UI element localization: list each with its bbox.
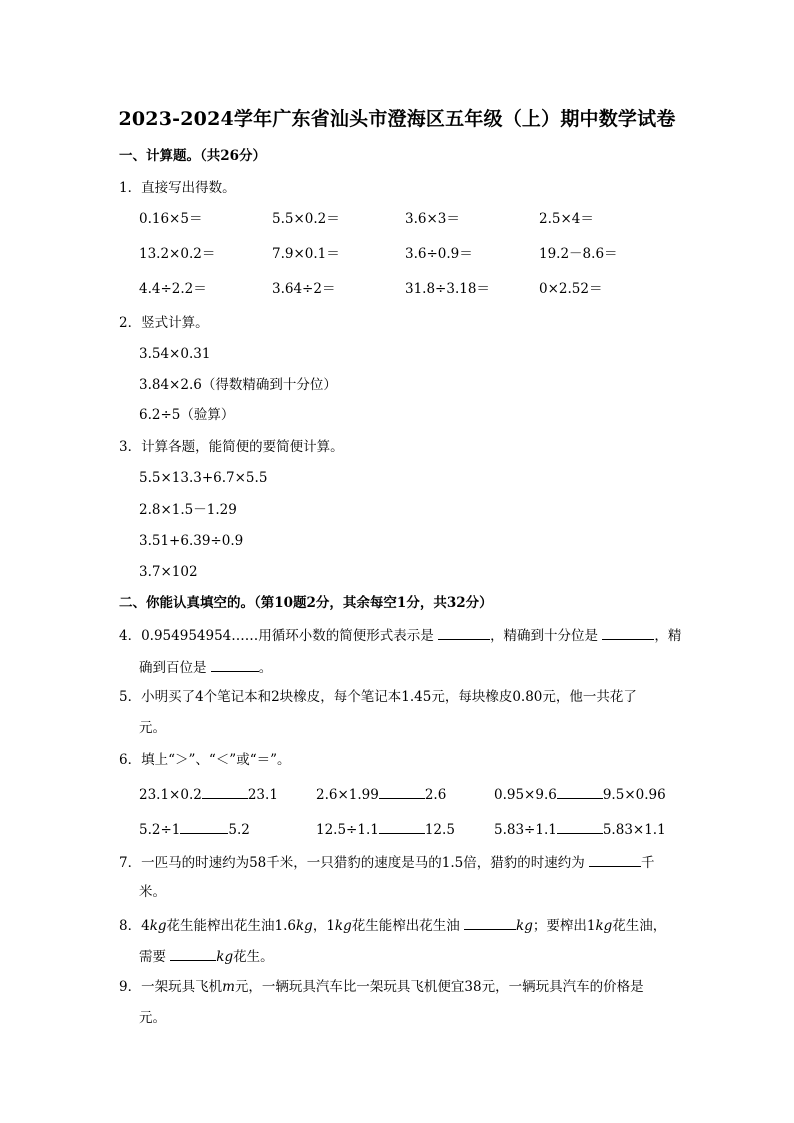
q4-blank-2[interactable] xyxy=(602,625,654,640)
q6-compare xyxy=(139,819,250,839)
q6-blank[interactable] xyxy=(180,819,228,834)
q6-compare xyxy=(316,819,455,839)
q8-unit: kg xyxy=(595,918,613,934)
q8-text: ，1 xyxy=(312,918,335,934)
q6-right: 23.1 xyxy=(247,787,278,803)
q1-item: 19.2－8.6＝ xyxy=(539,246,618,262)
q9-text: 元，一辆玩具汽车比一架玩具飞机便宜38元，一辆玩具汽车的价格是 xyxy=(234,979,644,995)
q8-blank-2[interactable] xyxy=(170,946,216,961)
q6-left: 2.6×1.99 xyxy=(316,787,379,803)
q8-text: 8．4 xyxy=(119,918,150,934)
q1-item: 0.16×5＝ xyxy=(139,211,203,227)
section-2-heading: 二、你能认真填空的。（第10题2分，其余每空1分，共32分） xyxy=(119,595,493,611)
q6-compare xyxy=(139,784,278,804)
q7-blank[interactable] xyxy=(589,852,641,867)
q6-right: 5.83×1.1 xyxy=(602,822,666,838)
q8-text: 花生能榨出花生油1.6 xyxy=(166,918,296,934)
q6-left: 23.1×0.2 xyxy=(139,787,202,803)
q8-unit: kg xyxy=(516,918,533,934)
q4-text: 确到百位是 xyxy=(139,660,211,676)
q1-item: 31.8÷3.18＝ xyxy=(405,281,490,297)
q6-label: 6．填上“＞”、“＜”或“＝”。 xyxy=(119,752,291,768)
q1-item: 3.6×3＝ xyxy=(405,211,460,227)
q2-item: 3.54×0.31 xyxy=(139,346,211,362)
q8-unit: kg xyxy=(216,949,234,965)
q9-variable: m xyxy=(222,979,235,995)
q6-right: 9.5×0.96 xyxy=(602,787,666,803)
q6-left: 0.95×9.6 xyxy=(494,787,557,803)
q6-compare xyxy=(494,819,666,839)
section-1-heading: 一、计算题。（共26分） xyxy=(119,148,267,164)
q2-item: 3.84×2.6（得数精确到十分位） xyxy=(139,377,337,393)
q3-item: 3.7×102 xyxy=(139,564,198,580)
q4-text: 。 xyxy=(258,660,273,676)
q6-compare xyxy=(316,784,446,804)
exam-title: 2023-2024学年广东省汕头市澄海区五年级（上）期中数学试卷 xyxy=(118,108,676,130)
q1-item: 0×2.52＝ xyxy=(539,281,603,297)
q1-item: 7.9×0.1＝ xyxy=(272,246,340,262)
q8-line-1 xyxy=(119,915,666,935)
q4-text: ，精确到十分位是 xyxy=(490,628,603,644)
q4-text: 4．0.954954954……用循环小数的简便形式表示是 xyxy=(119,628,439,644)
q6-right: 2.6 xyxy=(424,787,447,803)
q8-text: 花生。 xyxy=(233,949,274,965)
q6-blank[interactable] xyxy=(557,784,603,799)
q6-left: 5.2÷1 xyxy=(139,822,181,838)
q2-item: 6.2÷5（验算） xyxy=(139,407,235,423)
q1-item: 2.5×4＝ xyxy=(539,211,594,227)
q6-left: 12.5÷1.1 xyxy=(316,822,379,838)
q3-item: 3.51+6.39÷0.9 xyxy=(139,533,244,549)
q8-unit: kg xyxy=(334,918,352,934)
q8-text: ；要榨出1 xyxy=(532,918,596,934)
q1-item: 5.5×0.2＝ xyxy=(272,211,340,227)
q7-text: 7．一匹马的时速约为58千米，一只猎豹的速度是马的1.5倍，猎豹的时速约为 xyxy=(119,855,590,871)
q5-line-2: 元。 xyxy=(139,720,166,736)
q6-blank[interactable] xyxy=(202,784,248,799)
q6-blank[interactable] xyxy=(379,819,425,834)
q9-text: 9．一架玩具飞机 xyxy=(119,979,223,995)
q3-item: 2.8×1.5－1.29 xyxy=(139,502,237,518)
q4-line-2 xyxy=(139,657,272,677)
q7-text: 千 xyxy=(641,855,655,871)
q8-text: 花生油， xyxy=(612,918,667,934)
q2-label: 2．竖式计算。 xyxy=(119,315,209,331)
q6-blank[interactable] xyxy=(557,819,603,834)
q3-label: 3．计算各题，能简便的要简便计算。 xyxy=(119,439,344,455)
q1-item: 4.4÷2.2＝ xyxy=(139,281,207,297)
q8-blank-1[interactable] xyxy=(464,915,516,930)
q1-label: 1．直接写出得数。 xyxy=(119,180,236,196)
q5-line-1: 5．小明买了4个笔记本和2块橡皮，每个笔记本1.45元，每块橡皮0.80元，他一共花了 xyxy=(119,689,637,705)
q8-unit: kg xyxy=(296,918,313,934)
q1-item: 3.64÷2＝ xyxy=(272,281,336,297)
q6-left: 5.83÷1.1 xyxy=(494,822,557,838)
q4-blank-3[interactable] xyxy=(211,657,259,672)
q9-line-1 xyxy=(119,978,644,996)
q7-line-2: 米。 xyxy=(139,884,166,900)
q6-blank[interactable] xyxy=(379,784,425,799)
q7-line-1 xyxy=(119,852,655,872)
q1-item: 13.2×0.2＝ xyxy=(139,246,216,262)
q3-item: 5.5×13.3+6.7×5.5 xyxy=(139,470,268,486)
q6-right: 12.5 xyxy=(424,822,455,838)
q8-text: 花生能榨出花生油 xyxy=(351,918,465,934)
q6-compare xyxy=(494,784,666,804)
q1-item: 3.6÷0.9＝ xyxy=(405,246,473,262)
q8-unit: kg xyxy=(149,918,167,934)
q8-line-2 xyxy=(139,946,274,966)
q6-right: 5.2 xyxy=(228,822,250,838)
q4-blank-1[interactable] xyxy=(438,625,490,640)
q4-text: ，精 xyxy=(654,628,682,644)
q8-text: 需要 xyxy=(139,949,171,965)
q4-line-1 xyxy=(119,625,681,645)
q9-line-2: 元。 xyxy=(139,1010,166,1026)
